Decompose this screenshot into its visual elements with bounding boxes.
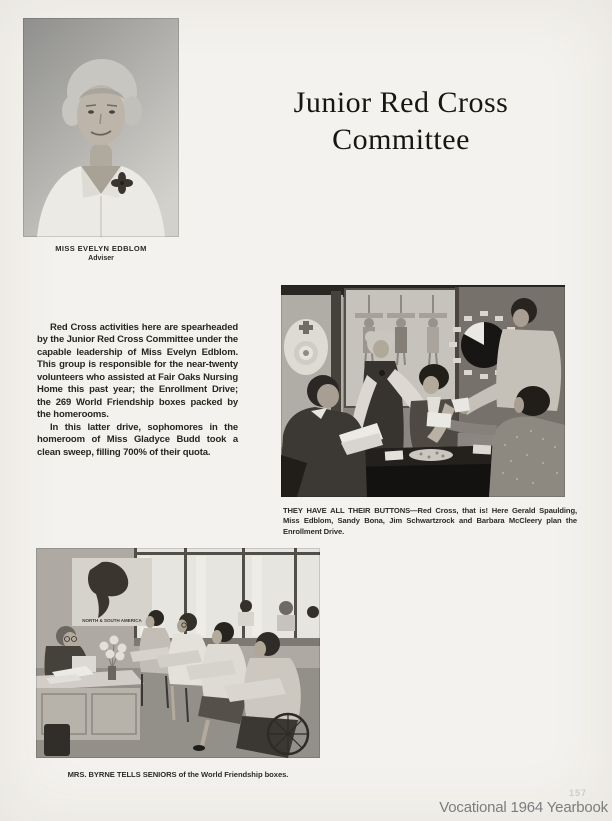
adviser-portrait-illustration bbox=[23, 18, 179, 237]
adviser-role: Adviser bbox=[88, 255, 114, 262]
classroom-photo-illustration bbox=[36, 548, 320, 758]
page-title-line2: Committee bbox=[332, 123, 470, 156]
article-text bbox=[37, 322, 238, 459]
adviser-portrait-photo bbox=[23, 18, 179, 237]
buttons-photo bbox=[281, 285, 565, 497]
article-paragraph-1: Red Cross activities here are spearheaded by the Junior Red Cross Committee under the capable leadership of Miss Evelyn Edblom. This group is responsible for the near-twenty volunteers who assisted at Fair Oaks Nursing Home this past year; the Enrollment Drive; the 269 World Friendship boxes packed by the homerooms. bbox=[37, 322, 238, 421]
page-title-line1: Junior Red Cross bbox=[293, 86, 509, 119]
page-title bbox=[251, 84, 551, 158]
adviser-caption bbox=[23, 244, 179, 262]
buttons-photo-illustration bbox=[281, 285, 565, 497]
page-number: 157 bbox=[569, 788, 588, 798]
classroom-photo-caption: MRS. BYRNE TELLS SENIORS of the World Friendship boxes. bbox=[67, 770, 289, 779]
red-cross-wreath-poster bbox=[284, 319, 328, 375]
classroom-photo bbox=[36, 548, 320, 758]
article-paragraph-2: In this latter drive, sophomores in the homeroom of Miss Gladyce Budd took a clean sweep, filling 700% of their quota. bbox=[37, 421, 238, 458]
adviser-name: MISS EVELYN EDBLOM bbox=[55, 244, 147, 253]
americas-poster-text: NORTH & SOUTH AMERICA bbox=[82, 618, 142, 623]
buttons-photo-caption: THEY HAVE ALL THEIR BUTTONS—Red Cross, that is! Here Gerald Spaulding, Miss Edblom, Sandy Bona, Jim Schwartzrock and Barbara McCleery plan the Enrollment Drive. bbox=[283, 506, 577, 536]
watermark: Vocational 1964 Yearbook bbox=[439, 799, 608, 816]
americas-poster bbox=[72, 558, 152, 626]
